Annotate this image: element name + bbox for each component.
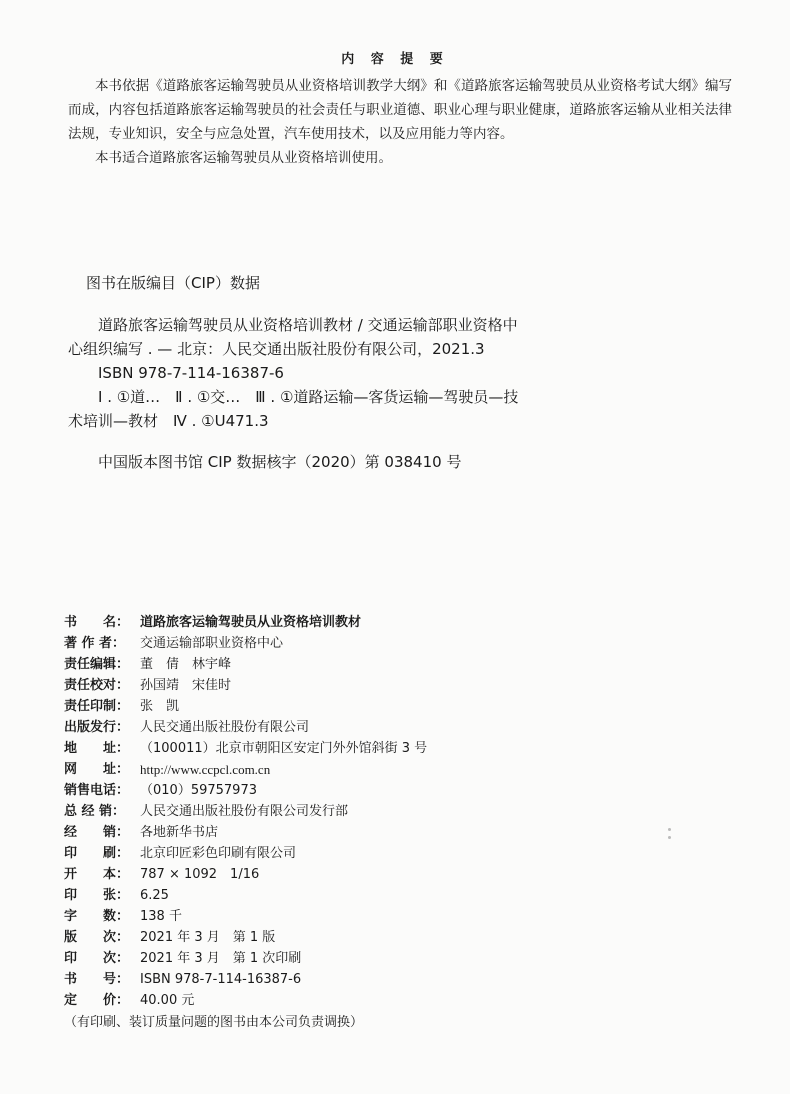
colophon-value: 6.25 <box>140 888 169 903</box>
cip-classification: Ⅰ . ①道… Ⅱ . ①交… Ⅲ . ①道路运输—客货运输—驾驶员—技术培训—教材 Ⅳ . ①U471.3 <box>68 388 519 430</box>
colophon-row <box>64 759 664 780</box>
colophon-label: 版 次： <box>64 930 130 945</box>
colophon-value: http://www.ccpcl.com.cn <box>140 762 271 777</box>
colophon-label: 著 作 者： <box>64 636 126 651</box>
colophon-row <box>64 738 664 759</box>
colophon-row <box>64 927 664 948</box>
colophon-row <box>64 780 664 801</box>
quality-notice: （有印刷、装订质量问题的图书由本公司负责调换） <box>64 1015 364 1030</box>
colophon-row <box>64 633 664 654</box>
colophon-label: 字 数： <box>64 909 130 924</box>
summary-paragraph: 本书适合道路旅客运输驾驶员从业资格培训使用。 <box>95 150 392 166</box>
colophon-value: （010）59757973 <box>140 783 257 798</box>
colophon-label: 经 销： <box>64 825 130 840</box>
cip-record-number: 中国版本图书馆 CIP 数据核字（2020）第 038410 号 <box>98 453 462 471</box>
colophon-row <box>64 675 664 696</box>
cip-isbn: ISBN 978-7-114-16387-6 <box>98 364 284 382</box>
colophon-row <box>64 843 664 864</box>
colophon-label: 开 本： <box>64 867 130 882</box>
colophon-value: 孙国靖 宋佳时 <box>140 678 232 693</box>
colophon-value: 北京印匠彩色印刷有限公司 <box>140 846 297 861</box>
colophon-label: 责任印制： <box>64 699 130 714</box>
colophon-label: 责任编辑： <box>64 657 130 672</box>
colophon-value: ISBN 978-7-114-16387-6 <box>140 972 302 987</box>
colophon-value: 138 千 <box>140 909 182 924</box>
colophon-label: 地 址： <box>64 741 130 756</box>
colophon-value: 各地新华书店 <box>140 825 219 840</box>
colophon-row <box>64 612 664 633</box>
colophon-label: 出版发行： <box>64 720 130 735</box>
colophon-row <box>64 885 664 906</box>
colophon-label: 印 刷： <box>64 846 130 861</box>
cip-data-block <box>68 313 528 472</box>
paper-speck <box>668 828 671 831</box>
colophon-row <box>64 822 664 843</box>
colophon-value: 道路旅客运输驾驶员从业资格培训教材 <box>140 615 362 630</box>
colophon-value: 2021 年 3 月 第 1 版 <box>140 930 276 945</box>
colophon-value: 787 × 1092 1/16 <box>140 867 260 882</box>
colophon-value: 交通运输部职业资格中心 <box>140 636 284 651</box>
colophon <box>64 612 664 1033</box>
colophon-row <box>64 717 664 738</box>
colophon-row <box>64 696 664 717</box>
colophon-row <box>64 654 664 675</box>
colophon-row <box>64 864 664 885</box>
colophon-value: 人民交通出版社股份有限公司发行部 <box>140 804 349 819</box>
summary-paragraph: 本书依据《道路旅客运输驾驶员从业资格培训教学大纲》和《道路旅客运输驾驶员从业资格考试大纲》编写而成，内容包括道路旅客运输驾驶员的社会责任与职业道德、职业心理与职业健康，道路旅客运输从业相关法律法规，专业知识，安全与应急处置，汽车使用技术，以及应用能力等内容。 <box>68 78 732 142</box>
colophon-label: 印 次： <box>64 951 130 966</box>
colophon-row <box>64 990 664 1011</box>
colophon-label: 书 名： <box>64 615 130 630</box>
colophon-value: 2021 年 3 月 第 1 次印刷 <box>140 951 302 966</box>
colophon-row <box>64 801 664 822</box>
colophon-label: 网 址： <box>64 762 130 777</box>
colophon-row <box>64 948 664 969</box>
colophon-label: 总 经 销： <box>64 804 126 819</box>
colophon-value: 董 倩 林宇峰 <box>140 657 232 672</box>
cip-description: 道路旅客运输驾驶员从业资格培训教材 / 交通运输部职业资格中心组织编写 . — 北京：人民交通出版社股份有限公司，2021.3 <box>68 316 518 358</box>
colophon-label: 书 号： <box>64 972 130 987</box>
summary-title: 内 容 提 要 <box>341 52 449 67</box>
colophon-label: 印 张： <box>64 888 130 903</box>
colophon-row <box>64 969 664 990</box>
paper-speck <box>668 836 671 839</box>
colophon-label: 销售电话： <box>64 783 130 798</box>
colophon-value: 40.00 元 <box>140 993 195 1008</box>
summary-section <box>68 74 732 170</box>
colophon-value: （100011）北京市朝阳区安定门外外馆斜街 3 号 <box>140 741 428 756</box>
colophon-row <box>64 906 664 927</box>
colophon-value: 人民交通出版社股份有限公司 <box>140 720 310 735</box>
colophon-value: 张 凯 <box>140 699 180 714</box>
cip-heading: 图书在版编目（CIP）数据 <box>86 274 260 292</box>
colophon-label: 责任校对： <box>64 678 130 693</box>
colophon-label: 定 价： <box>64 993 130 1008</box>
